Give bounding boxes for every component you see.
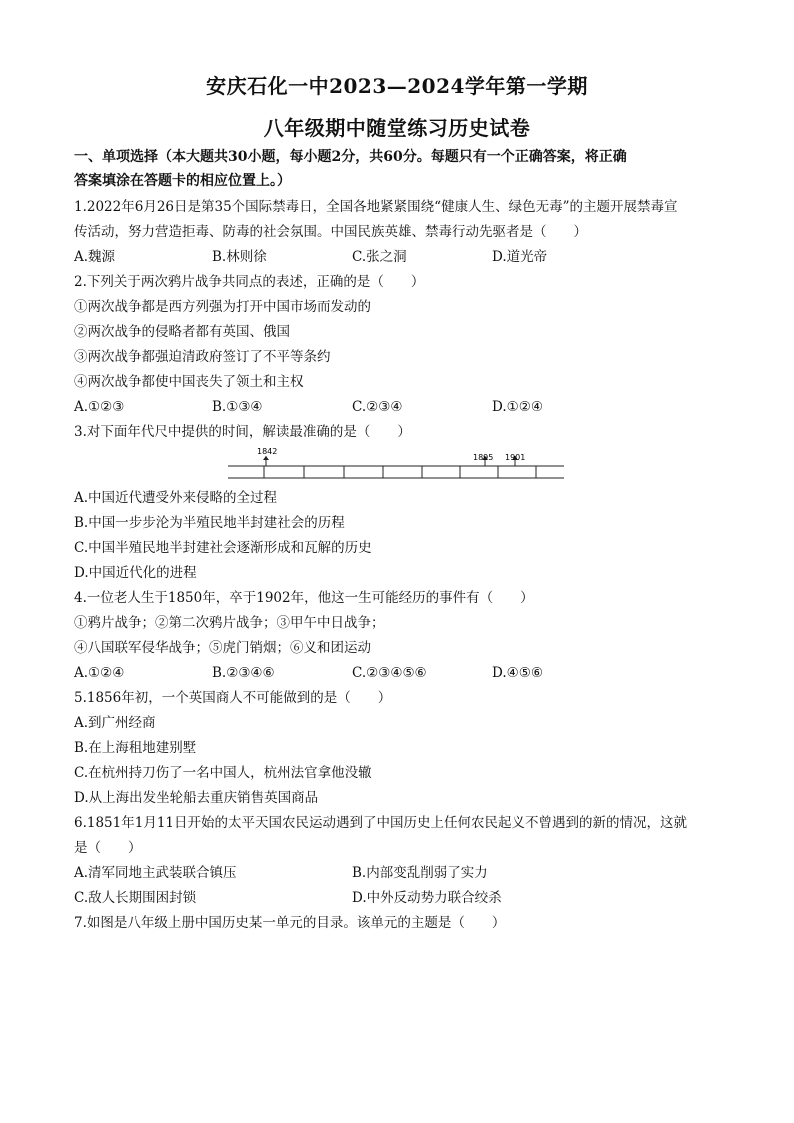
question-4-option-b[interactable]: B.②③④⑥ (212, 665, 275, 681)
section-heading-cont: 答案填涂在答题卡的相应位置上。） (74, 173, 291, 189)
question-4-option-a[interactable]: A.①②④ (74, 665, 125, 681)
section-heading: 一、单项选择（本大题共30小题，每小题2分，共60分。每题只有一个正确答案，将正确 (74, 149, 627, 165)
timeline-label-1842: 1842 (257, 447, 278, 456)
question-2-option-b[interactable]: B.①③④ (212, 399, 263, 415)
question-2-option-c[interactable]: C.②③④ (352, 399, 403, 415)
question-2-option-d[interactable]: D.①②④ (492, 399, 543, 415)
question-6-stem-cont: 是（ ） (74, 840, 142, 856)
question-6-option-a[interactable]: A.清军同地主武装联合镇压 (74, 865, 237, 881)
question-3-option-c[interactable]: C.中国半殖民地半封建社会逐渐形成和瓦解的历史 (74, 540, 372, 556)
question-6-stem: 6.1851年1月11日开始的太平天国农民运动遇到了中国历史上任何农民起义不曾遇到的新的情况，这就 (74, 815, 688, 831)
question-5-option-c[interactable]: C.在杭州持刀伤了一名中国人，杭州法官拿他没辙 (74, 765, 372, 781)
question-3-option-b[interactable]: B.中国一步步沦为半殖民地半封建社会的历程 (74, 515, 345, 531)
question-7-stem: 7.如图是八年级上册中国历史某一单元的目录。该单元的主题是（ ） (74, 915, 506, 931)
question-1-option-d[interactable]: D.道光帝 (492, 249, 548, 265)
timeline-label-1901: 1901 (505, 453, 526, 462)
exam-title: 安庆石化一中2023—2024学年第一学期 (206, 74, 588, 98)
question-5-stem: 5.1856年初，一个英国商人不可能做到的是（ ） (74, 690, 392, 706)
question-2-statement-1: ①两次战争都是西方列强为打开中国市场而发动的 (74, 299, 371, 315)
question-2-statement-3: ③两次战争都强迫清政府签订了不平等条约 (74, 349, 331, 365)
question-4-events-1: ①鸦片战争；②第二次鸦片战争；③甲午中日战争； (74, 615, 385, 631)
question-5-option-b[interactable]: B.在上海租地建别墅 (74, 740, 197, 756)
question-2-stem: 2.下列关于两次鸦片战争共同点的表述，正确的是（ ） (74, 274, 425, 290)
timeline-ruler (228, 446, 568, 486)
question-2-statement-2: ②两次战争的侵略者都有英国、俄国 (74, 324, 290, 340)
question-1-option-b[interactable]: B.林则徐 (212, 249, 267, 265)
timeline-svg (228, 446, 568, 486)
question-6-option-c[interactable]: C.敌人长期围困封锁 (74, 890, 197, 906)
question-4-events-2: ④八国联军侵华战争；⑤虎门销烟；⑥义和团运动 (74, 640, 371, 656)
question-3-option-a[interactable]: A.中国近代遭受外来侵略的全过程 (74, 490, 278, 506)
timeline-arrow-1842 (263, 456, 269, 460)
question-4-stem: 4.一位老人生于1850年，卒于1902年，他这一生可能经历的事件有（ ） (74, 590, 534, 606)
question-1-stem-cont: 传活动，努力营造拒毒、防毒的社会氛围。中国民族英雄、禁毒行动先驱者是（ ） (74, 224, 587, 240)
exam-subtitle: 八年级期中随堂练习历史试卷 (263, 116, 531, 140)
question-1-option-a[interactable]: A.魏源 (74, 249, 116, 265)
question-3-stem: 3.对下面年代尺中提供的时间，解读最准确的是（ ） (74, 424, 411, 440)
question-2-option-a[interactable]: A.①②③ (74, 399, 125, 415)
question-3-option-d[interactable]: D.中国近代化的进程 (74, 565, 197, 581)
question-4-option-d[interactable]: D.④⑤⑥ (492, 665, 543, 681)
question-5-option-d[interactable]: D.从上海出发坐轮船去重庆销售英国商品 (74, 790, 319, 806)
question-6-option-b[interactable]: B.内部变乱削弱了实力 (352, 865, 488, 881)
question-1-option-c[interactable]: C.张之洞 (352, 249, 407, 265)
question-1-stem: 1.2022年6月26日是第35个国际禁毒日，全国各地紧紧围绕“健康人生、绿色无毒”的主题开展禁毒宣 (74, 199, 678, 215)
timeline-label-1895: 1895 (473, 453, 494, 462)
question-2-statement-4: ④两次战争都使中国丧失了领土和主权 (74, 374, 304, 390)
question-4-option-c[interactable]: C.②③④⑤⑥ (352, 665, 427, 681)
timeline-segments (264, 466, 536, 478)
question-6-option-d[interactable]: D.中外反动势力联合绞杀 (352, 890, 502, 906)
question-5-option-a[interactable]: A.到广州经商 (74, 715, 156, 731)
